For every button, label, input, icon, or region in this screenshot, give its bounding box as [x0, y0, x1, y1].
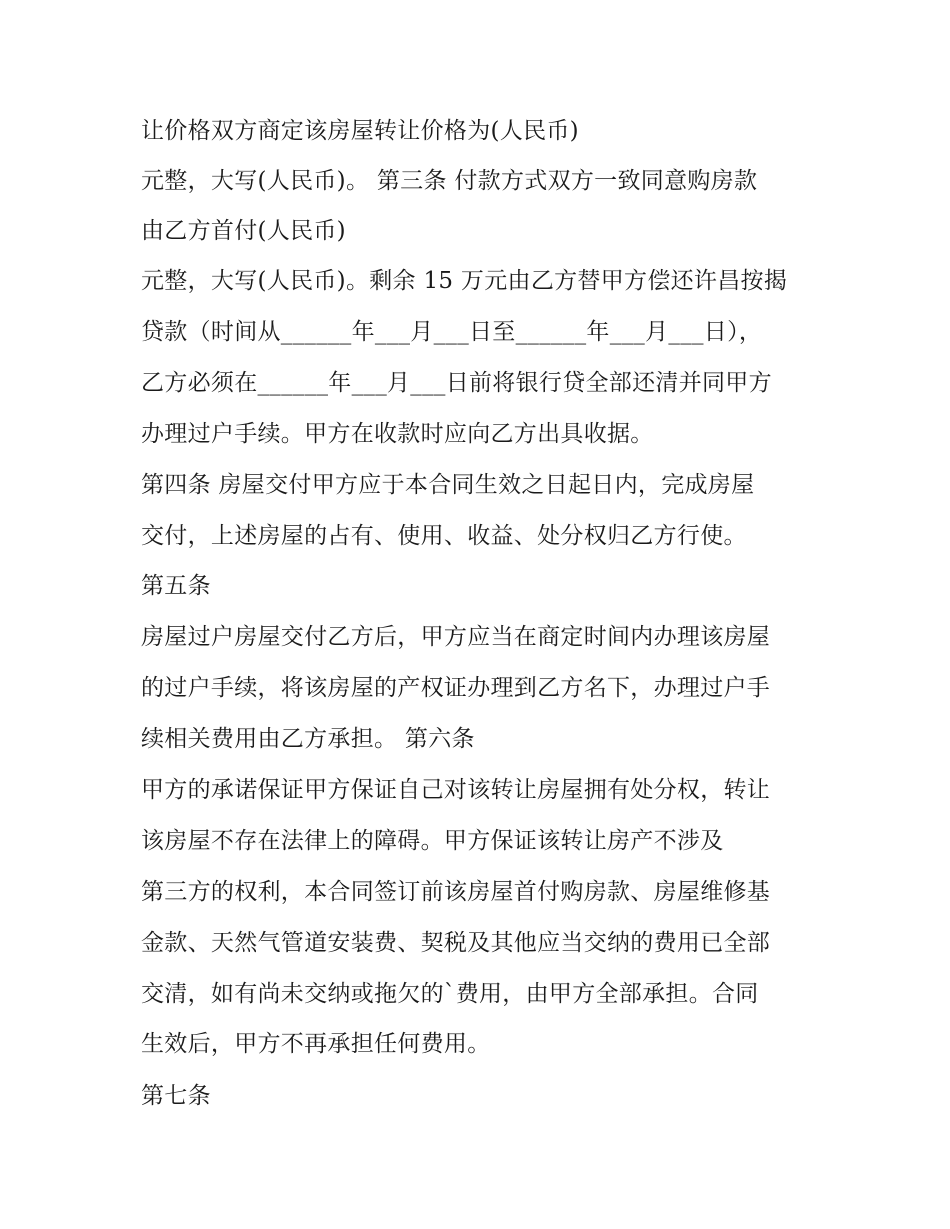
text-line: 房屋过户房屋交付乙方后，甲方应当在商定时间内办理该房屋 [141, 624, 771, 650]
text-line: 贷款（时间从______年___月___日至______年___月___日）， [141, 319, 763, 345]
text-line: 该房屋不存在法律上的障碍。甲方保证该转让房产不涉及 [141, 828, 724, 854]
text-line: 甲方的承诺保证甲方保证自己对该转让房屋拥有处分权，转让 [141, 777, 771, 803]
text-line: 交清，如有尚未交纳或拖欠的`费用，由甲方全部承担。合同 [141, 981, 759, 1007]
text-line: 乙方必须在______年___月___日前将银行贷全部还清并同甲方 [141, 370, 772, 396]
text-line: 生效后，甲方不再承担任何费用。 [141, 1031, 491, 1057]
text-line: 续相关费用由乙方承担。 第六条 [141, 726, 475, 752]
text-line: 第三方的权利，本合同签订前该房屋首付购房款、房屋维修基 [141, 879, 771, 905]
section-heading: 第七条 [141, 1083, 211, 1109]
text-line: 办理过户手续。甲方在收款时应向乙方出具收据。 [141, 421, 654, 447]
text-line: 交付，上述房屋的占有、使用、收益、处分权归乙方行使。 [141, 523, 747, 549]
text-line: 元整，大写(人民币)。 第三条 付款方式双方一致同意购房款 [141, 168, 758, 194]
text-line: 金款、天然气管道安装费、契税及其他应当交纳的费用已全部 [141, 930, 771, 956]
text-line: 的过户手续，将该房屋的产权证办理到乙方名下，办理过户手 [141, 675, 771, 701]
text-line: 元整，大写(人民币)。剩余 15 万元由乙方替甲方偿还许昌按揭 [141, 268, 788, 294]
section-heading: 第五条 [141, 573, 211, 599]
text-line: 让价格双方商定该房屋转让价格为(人民币) [141, 118, 579, 144]
text-line: 由乙方首付(人民币) [141, 218, 346, 244]
text-line: 第四条 房屋交付甲方应于本合同生效之日起日内，完成房屋 [141, 472, 755, 498]
